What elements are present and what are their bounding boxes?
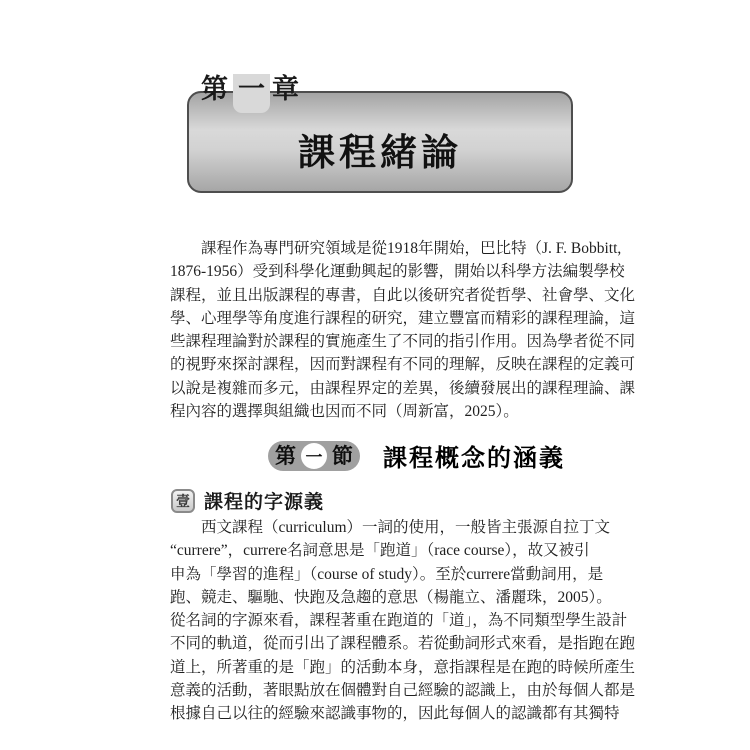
text-line: 課程，並且出版課程的專書，自此以後研究者從哲學、社會學、文化	[170, 286, 636, 304]
subsection-header	[171, 487, 324, 514]
text-line: 些課程理論對於課程的實施產生了不同的指引作用。因為學者從不同	[170, 333, 636, 351]
text-line: 不同的軌道，從而引出了課程體系。若從動詞形式來看，是指跑在跑	[170, 635, 636, 653]
text-line: “currere”，currere名詞意思是「跑道」（race course），故又被引	[170, 542, 590, 560]
subsection-badge: 壹	[171, 489, 195, 513]
chapter-title: 課程緒論	[298, 132, 462, 173]
text-line: 程內容的選擇與組織也因而不同（周新富，2025）。	[170, 403, 519, 421]
text-line: 西文課程（curriculum）一詞的使用，一般皆主張源自拉丁文	[170, 519, 611, 536]
text-line: 根據自己以往的經驗來認識事物的，因此每個人的認識都有其獨特	[170, 705, 620, 723]
text-line: 1876-1956）受到科學化運動興起的影響，開始以科學方法編製學校	[170, 263, 625, 281]
text-line: 課程作為專門研究領域是從1918年開始，巴比特（J. F. Bobbitt,	[170, 240, 622, 257]
etymology-paragraph	[170, 516, 636, 726]
chapter-label-prefix: 第	[201, 74, 228, 104]
section-badge-prefix: 第	[275, 443, 296, 468]
section-badge-number: 一	[305, 448, 323, 467]
section-badge-number-circle	[301, 443, 327, 469]
section-badge-suffix: 節	[332, 443, 353, 468]
chapter-label-number: 一	[238, 74, 265, 104]
text-line: 道上，所著重的是「跑」的活動本身，意指課程是在跑的時候所產生	[170, 658, 636, 676]
text-line: 學、心理學等角度進行課程的研究，建立豐富而精彩的課程理論，這	[170, 309, 636, 327]
text-line: 的視野來探討課程，因而對課程有不同的理解，反映在課程的定義可	[170, 356, 636, 374]
section-header	[268, 438, 565, 473]
subsection-title: 課程的字源義	[204, 492, 325, 513]
text-line: 申為「學習的進程」（course of study）。至於currere當動詞用，是	[170, 565, 604, 583]
intro-paragraph	[170, 237, 636, 423]
text-line: 從名詞的字源來看，課程著重在跑道的「道」，為不同類型學生設計	[170, 612, 628, 630]
section-title: 課程概念的涵義	[383, 446, 565, 472]
text-line: 意義的活動，著眼點放在個體對自己經驗的認識上，由於每個人都是	[170, 682, 636, 700]
text-line: 跑、競走、驅馳、快跑及急趨的意思（楊龍立、潘麗珠，2005）。	[170, 588, 612, 606]
chapter-label-suffix: 章	[272, 74, 299, 104]
text-line: 以說是複雜而多元，由課程界定的差異，後續發展出的課程理論、課	[170, 379, 636, 397]
section-number-badge	[268, 441, 360, 471]
